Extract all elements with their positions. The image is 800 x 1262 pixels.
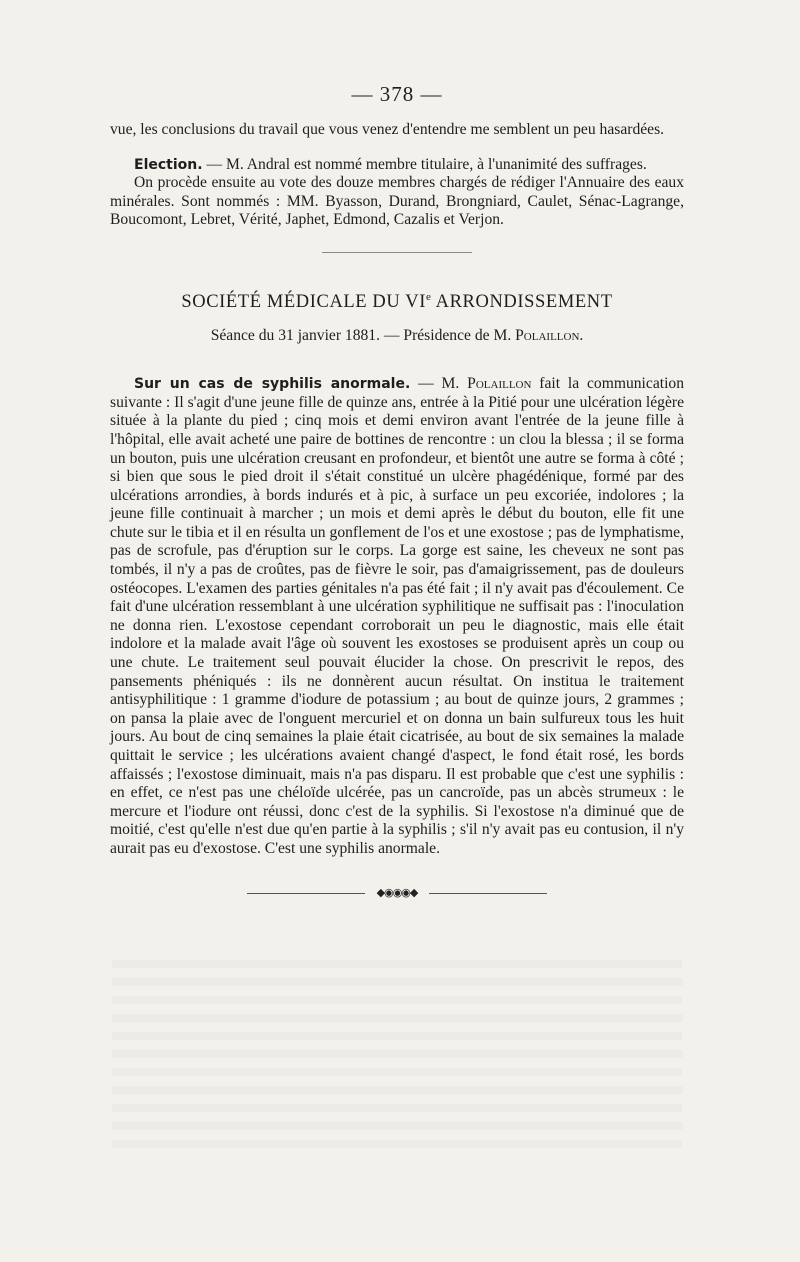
election-label: Election. [134, 156, 203, 173]
show-through-texture [112, 960, 682, 1150]
case-author: Polaillon [467, 375, 532, 393]
section-title-main: SOCIÉTÉ MÉDICALE DU VI [181, 292, 426, 313]
end-ornament [247, 887, 547, 899]
vote-paragraph: On procède ensuite au vote des douze membres chargés de rédiger l'Annuaire des eaux minérales. Sont nommés : MM. Byasson, Durand, Brongniard, Caulet, Sénac-Lagrange, Boucomont, Lebret, Vérité, Japhet, Edmond, Cazalis et Verjon. [110, 174, 684, 229]
section-title-sup: e [425, 290, 432, 303]
ornament-glyphs: ◆◉◉◉◆ [376, 886, 418, 899]
ornament-line-right [429, 893, 547, 894]
ornament-line-left [247, 893, 365, 894]
section-title-end: ARRONDISSEMENT [431, 292, 613, 313]
election-paragraph [110, 156, 684, 175]
case-body: fait la communication suivante : Il s'agit d'une jeune fille de quinze ans, entrée à la Pitié pour une ulcération légère située à la plante du pied ; cinq mois et demi environ avant l'entrée de la jeune fille à l'hôpital, elle avait acheté une paire de bottines de rencontre : un clou la blessa ; il se forma un bouton, puis une ulcération creusant en profondeur, et bientôt une autre se forma à côté ; si bien que sous le pied droit il s'était constitué un ulcère phagédénique, formé par des ulcérations arrondies, à bords indurés et à pic, à surface un peu excoriée, indolores ; la jeune fille continuait à marcher ; un mois et demi après le début du bouton, elle fit une chute sur le tibia et il en résulta un gonflement de l'os et une exostose ; pas de lymphatisme, pas de scrofule, pas d'éruption sur le corps. La gorge est saine, les cheveux ne sont pas tombés, il n'y a pas de croûtes, pas de fièvre le soir, pas d'amaigrissement, pas de douleurs ostéocopes. L'examen des parties génitales n'a pas été fait ; il n'y avait pas d'écoulement. Ce fait d'une ulcération ressemblant à une ulcération syphilitique ne suffisait pas : l'inoculation ne donna rien. L'exostose cependant corroborait un peu le diagnostic, mais elle était indolore et la malade avait l'âge où souvent les exostoses se produisent après un coup ou une chute. Le traitement seul pouvait élucider la chose. On prescrivit le repos, des pansements phéniqués : ils ne donnèrent aucun résultat. On institua le traitement antisyphilitique : 1 gramme d'iodure de potassium ; au bout de quinze jours, 2 grammes ; on pansa la plaie avec de l'onguent mercuriel et on donna un bain sulfureux tous les huit jours. Au bout de cinq semaines la plaie était cicatrisée, au bout de six semaines la malade quittait le service ; les ulcérations avaient changé d'aspect, le fond était rosé, les bords affaissés ; l'exostose diminuait, mais n'a pas disparu. Il est probable que c'est une syphilis : en effet, ce n'est pas une chéloïde ulcérée, pas un cancroïde, pas un abcès strumeux : le mercure et l'iodure ont réussi, donc c'est de la syphilis. Si l'exostose n'a diminué que de moitié, c'est qu'elle n'est due qu'en partie à la syphilis ; s'il n'y avait pas eu contusion, il n'y aurait pas eu d'exostose. C'est une syphilis anormale. [110, 375, 684, 857]
seance-text: Séance du 31 janvier 1881. — Présidence de M. [210, 327, 516, 345]
seance-line [110, 327, 684, 345]
seance-president: Polaillon. [515, 327, 584, 345]
case-dash: — M. [410, 375, 468, 393]
page-number: — 378 — [351, 82, 443, 106]
case-heading: Sur un cas de syphilis anormale. [134, 376, 411, 393]
separator-rule [322, 252, 472, 253]
election-text: — M. Andral est nommé membre titulaire, à l'unanimité des suffrages. [202, 155, 647, 173]
section-title [110, 291, 684, 313]
intro-paragraph: vue, les conclusions du travail que vous venez d'entendre me semblent un peu hasardées. [110, 121, 665, 138]
document-page [110, 82, 684, 899]
case-paragraph [110, 375, 684, 858]
